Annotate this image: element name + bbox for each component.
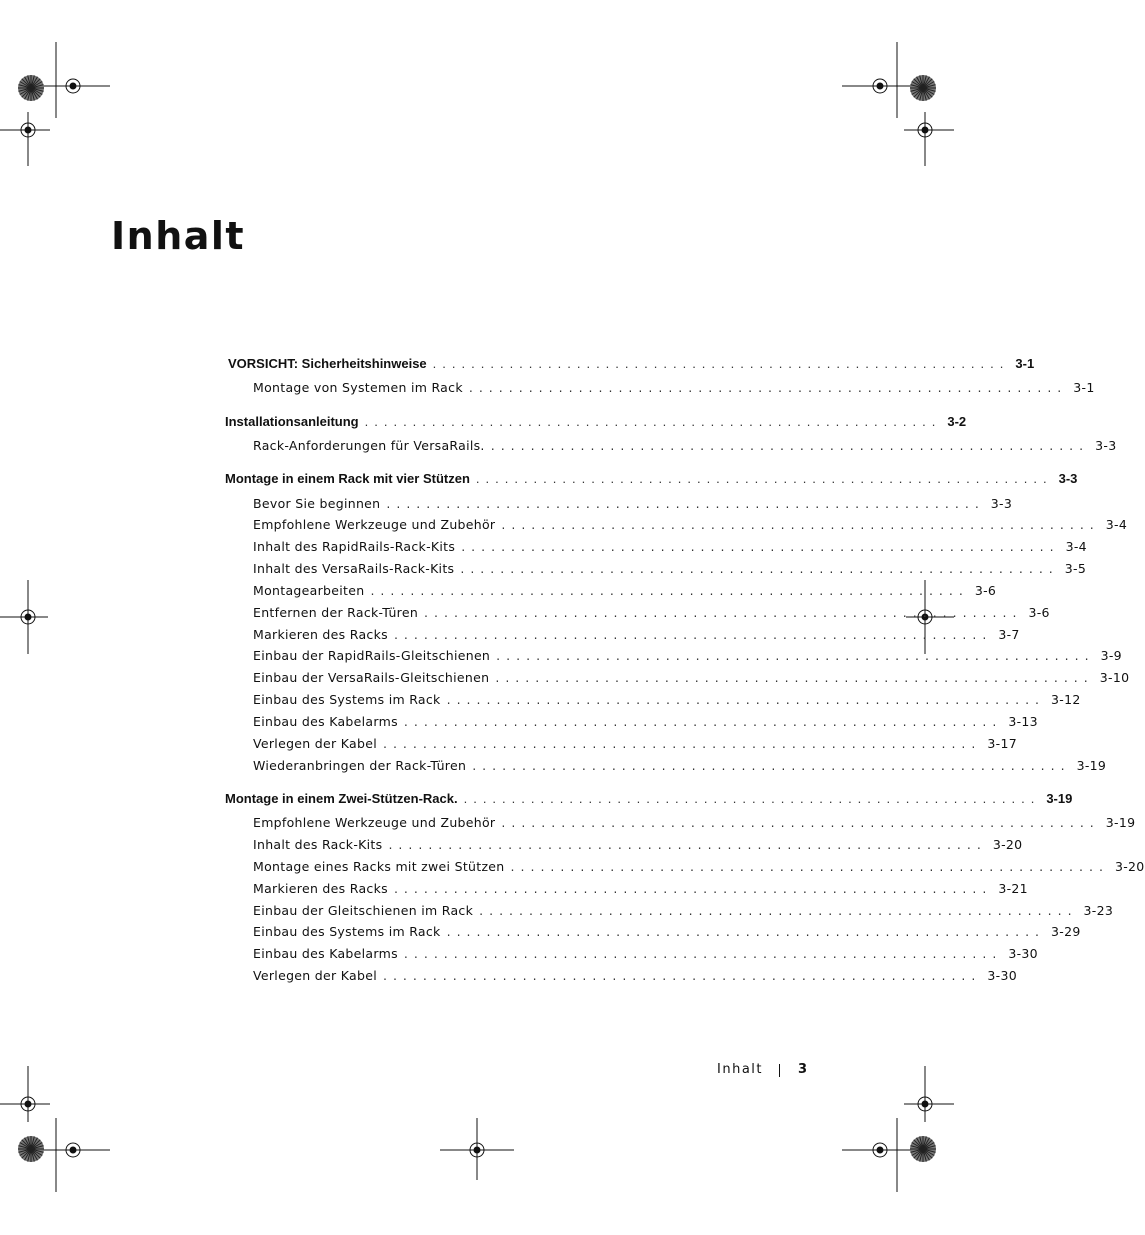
toc-entry-page: 3-6 <box>974 583 997 598</box>
toc-leader-dots: ............................................................ <box>382 736 982 751</box>
page-title: Inhalt <box>111 214 246 258</box>
toc-leader-dots: ............................................................ <box>370 583 969 598</box>
toc-leader-dots: ............................................................ <box>496 648 1095 663</box>
toc-entry-page: 3-20 <box>992 837 1023 852</box>
toc-subsection-entry[interactable] <box>253 496 1013 512</box>
toc-entry-page: 3-9 <box>1100 648 1122 663</box>
toc-entry-page: 3-29 <box>1051 924 1081 939</box>
toc-subsection-entry[interactable] <box>253 881 1028 897</box>
toc-leader-dots: ............................................................ <box>446 924 1046 939</box>
toc-entry-label: Rack-Anforderungen für VersaRails. <box>253 438 485 453</box>
toc-leader-dots: ............................................................ <box>403 946 1003 961</box>
toc-entry-label: Empfohlene Werkzeuge und Zubehör <box>253 815 496 830</box>
toc-entry-label: Inhalt des Rack-Kits <box>253 837 383 852</box>
toc-subsection-entry[interactable] <box>253 758 1107 774</box>
toc-subsection-entry[interactable] <box>253 859 1145 875</box>
toc-entry-page: 3-3 <box>1058 471 1078 486</box>
toc-entry-label: Inhalt des VersaRails-Rack-Kits <box>253 561 455 576</box>
toc-subsection-entry[interactable] <box>253 903 1114 919</box>
toc-subsection-entry[interactable] <box>253 561 1087 577</box>
toc-subsection-entry[interactable] <box>253 714 1038 730</box>
toc-entry-page: 3-10 <box>1099 670 1130 685</box>
toc-entry-page: 3-4 <box>1105 517 1128 532</box>
toc-section-entry[interactable] <box>225 414 967 430</box>
toc-leader-dots: ............................................................ <box>403 714 1003 729</box>
toc-leader-dots: ............................................................ <box>393 881 993 896</box>
toc-entry-label: Verlegen der Kabel <box>253 736 377 751</box>
toc-entry-label: Einbau des Systems im Rack <box>253 924 441 939</box>
toc-subsection-entry[interactable] <box>253 539 1087 555</box>
toc-entry-page: 3-1 <box>1015 356 1035 371</box>
toc-entry-label: Montagearbeiten <box>253 583 365 598</box>
toc-entry-page: 3-19 <box>1046 791 1073 806</box>
toc-subsection-entry[interactable] <box>253 517 1128 533</box>
toc-leader-dots: ............................................................ <box>393 627 993 642</box>
toc-leader-dots: ............................................................ <box>510 859 1109 874</box>
toc-entry-page: 3-30 <box>987 968 1017 983</box>
toc-entry-page: 3-19 <box>1105 815 1136 830</box>
toc-leader-dots: ............................................................ <box>388 837 987 852</box>
toc-entry-label: Bevor Sie beginnen <box>253 496 381 511</box>
toc-leader-dots: ............................................................ <box>475 471 1053 486</box>
toc-entry-label: Einbau des Kabelarms <box>253 946 398 961</box>
toc-subsection-entry[interactable] <box>253 968 1017 984</box>
toc-entry-page: 3-19 <box>1076 758 1107 773</box>
toc-subsection-entry[interactable] <box>253 736 1017 752</box>
toc-subsection-entry[interactable] <box>253 837 1023 853</box>
toc-subsection-entry[interactable] <box>253 438 1117 454</box>
toc-subsection-entry[interactable] <box>253 946 1038 962</box>
toc-leader-dots: ............................................................ <box>463 791 1041 806</box>
page-number: 3 <box>798 1062 808 1077</box>
toc-subsection-entry[interactable] <box>253 815 1136 831</box>
toc-subsection-entry[interactable] <box>253 605 1050 621</box>
toc-entry-page: 3-12 <box>1051 692 1081 707</box>
toc-leader-dots: ............................................................ <box>461 539 1060 554</box>
toc-entry-page: 3-21 <box>998 881 1028 896</box>
toc-entry-page: 3-3 <box>1095 438 1117 453</box>
page-footer <box>700 1062 810 1080</box>
toc-entry-page: 3-1 <box>1073 380 1095 395</box>
footer-separator <box>779 1064 780 1077</box>
toc-entry-page: 3-20 <box>1114 859 1145 874</box>
toc-entry-label: Einbau des Kabelarms <box>253 714 398 729</box>
footer-label: Inhalt <box>717 1062 763 1077</box>
toc-leader-dots: ............................................................ <box>386 496 985 511</box>
toc-entry-label: Installationsanleitung <box>225 414 359 429</box>
toc-entry-label: Empfohlene Werkzeuge und Zubehör <box>253 517 496 532</box>
toc-entry-page: 3-4 <box>1065 539 1087 554</box>
toc-entry-label: Einbau der Gleitschienen im Rack <box>253 903 474 918</box>
toc-leader-dots: ............................................................ <box>364 414 942 429</box>
toc-subsection-entry[interactable] <box>253 583 997 599</box>
toc-leader-dots: ............................................................ <box>382 968 982 983</box>
toc-entry-label: Montage eines Racks mit zwei Stützen <box>253 859 505 874</box>
toc-section-entry[interactable] <box>225 471 1078 487</box>
toc-leader-dots: ............................................................ <box>501 517 1100 532</box>
toc-leader-dots: ............................................................ <box>424 605 1023 620</box>
toc-entry-label: Montage in einem Rack mit vier Stützen <box>225 471 470 486</box>
toc-entry-page: 3-7 <box>998 627 1020 642</box>
toc-subsection-entry[interactable] <box>253 627 1020 643</box>
toc-leader-dots: ............................................................ <box>501 815 1100 830</box>
toc-entry-label: Verlegen der Kabel <box>253 968 377 983</box>
toc-entry-label: Einbau des Systems im Rack <box>253 692 441 707</box>
toc-entry-page: 3-17 <box>987 736 1017 751</box>
toc-entry-page: 3-2 <box>947 414 967 429</box>
toc-subsection-entry[interactable] <box>253 924 1081 940</box>
toc-subsection-entry[interactable] <box>253 670 1130 686</box>
toc-entry-label: Inhalt des RapidRails-Rack-Kits <box>253 539 456 554</box>
toc-entry-label: Montage in einem Zwei-Stützen-Rack. <box>225 791 458 806</box>
toc-entry-page: 3-23 <box>1083 903 1114 918</box>
toc-entry-label: Einbau der VersaRails-Gleitschienen <box>253 670 490 685</box>
toc-entry-page: 3-6 <box>1028 605 1050 620</box>
toc-subsection-entry[interactable] <box>253 380 1095 396</box>
toc-subsection-entry[interactable] <box>253 648 1122 664</box>
toc-entry-page: 3-13 <box>1008 714 1038 729</box>
toc-leader-dots: ............................................................ <box>446 692 1046 707</box>
toc-entry-page: 3-3 <box>990 496 1013 511</box>
toc-entry-page: 3-5 <box>1064 561 1087 576</box>
toc-section-entry[interactable] <box>225 791 1073 807</box>
toc-leader-dots: ............................................................ <box>472 758 1071 773</box>
toc-entry-label: Wiederanbringen der Rack-Türen <box>253 758 467 773</box>
toc-entry-label: Markieren des Racks <box>253 881 388 896</box>
toc-leader-dots: ............................................................ <box>460 561 1059 576</box>
toc-entry-label: Montage von Systemen im Rack <box>253 380 463 395</box>
toc-entry-label: Markieren des Racks <box>253 627 388 642</box>
toc-entry-label: Entfernen der Rack-Türen <box>253 605 419 620</box>
toc-entry-page: 3-30 <box>1008 946 1038 961</box>
toc-section-entry[interactable] <box>228 356 1035 372</box>
toc-entry-label: Einbau der RapidRails-Gleitschienen <box>253 648 491 663</box>
toc-subsection-entry[interactable] <box>253 692 1081 708</box>
toc-leader-dots: ............................................................ <box>495 670 1094 685</box>
toc-leader-dots: ............................................................ <box>468 380 1068 395</box>
toc-leader-dots: ............................................................ <box>479 903 1078 918</box>
toc-leader-dots: ............................................................ <box>490 438 1090 453</box>
toc-leader-dots: ............................................................ <box>432 356 1010 371</box>
toc-entry-label: VORSICHT: Sicherheitshinweise <box>228 356 427 371</box>
